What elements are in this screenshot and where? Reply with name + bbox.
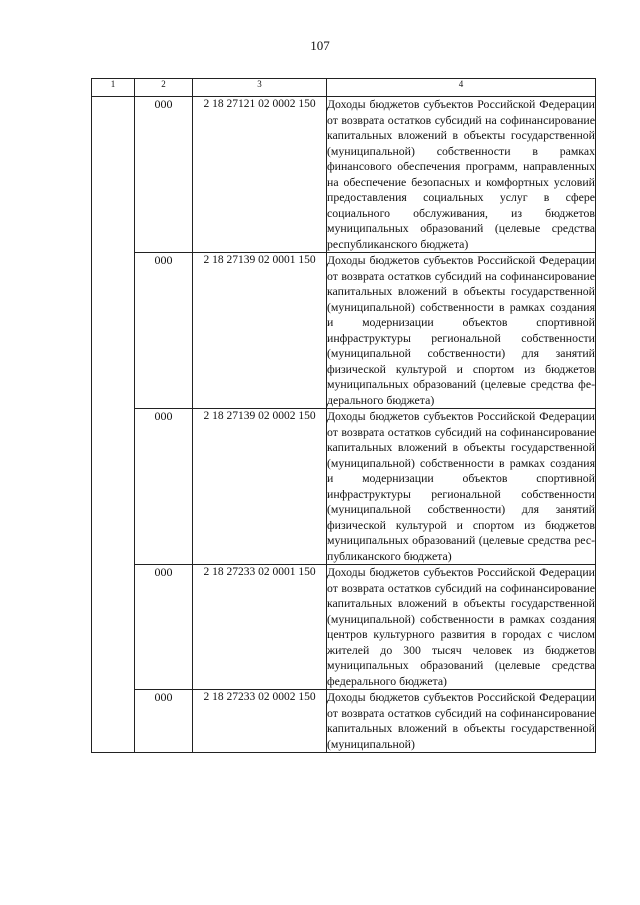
budget-code-cell: 2 18 27121 02 0002 150 <box>193 97 327 253</box>
table-row <box>92 253 596 409</box>
table-row <box>92 409 596 565</box>
header-col-2: 2 <box>135 79 193 97</box>
budget-code-cell: 2 18 27139 02 0002 150 <box>193 409 327 565</box>
admin-code-cell: 000 <box>135 565 193 690</box>
description-cell: Доходы бюджетов субъектов Российской Федерации от возврата остатков субсидий на софинансирование капитальных вложений в объекты государственной (муниципальной) собственности в рамках создания и модернизации объектов спортивной инфраструктуры региональной собственности (муниципальной собственности) для занятий физической культурой и спортом из бюджетов муниципальных образований (целевые средства федерального бюджета) <box>327 253 595 407</box>
header-col-3: 3 <box>193 79 327 97</box>
budget-code-cell: 2 18 27233 02 0001 150 <box>193 565 327 690</box>
col1-cell <box>92 97 135 753</box>
header-col-4: 4 <box>327 79 596 97</box>
budget-code-cell: 2 18 27233 02 0002 150 <box>193 690 327 753</box>
header-col-1: 1 <box>92 79 135 97</box>
admin-code-cell: 000 <box>135 690 193 753</box>
admin-code-cell: 000 <box>135 409 193 565</box>
description-cell: Доходы бюджетов субъектов Российской Федерации от возврата остатков субсидий на софинансирование капитальных вложений в объекты государственной (муниципальной) собственности в рамках создания и модернизации объектов спортивной инфраструктуры региональной собственности (муниципальной собственности) для занятий физической культурой и спортом из бюджетов муниципальных образований (целевые средства республиканского бюджета) <box>327 409 595 563</box>
table-row <box>92 97 596 253</box>
table-row <box>92 565 596 690</box>
page-number: 107 <box>310 38 330 53</box>
revenue-table <box>91 78 596 753</box>
table-header-row <box>92 79 596 97</box>
description-cell: Доходы бюджетов субъектов Российской Федерации от возврата остатков субсидий на софинансирование капитальных вложений в объекты государственной (муниципальной) собственности в рамках финансового обеспечения программ, направленных на обеспечение безопасных и комфортных условий предоставления социальных услуг в сфере социального обслуживания, из бюджетов муниципальных образований (целевые средства республиканского бюджета) <box>327 97 595 251</box>
admin-code-cell: 000 <box>135 97 193 253</box>
admin-code-cell: 000 <box>135 253 193 409</box>
description-cell: Доходы бюджетов субъектов Российской Федерации от возврата остатков субсидий на софинансирование капитальных вложений в объекты государственной (муниципальной) <box>327 690 595 751</box>
table-row <box>92 690 596 753</box>
description-cell: Доходы бюджетов субъектов Российской Федерации от возврата остатков субсидий на софинансирование капитальных вложений в объекты государственной (муниципальной) собственности в рамках создания центров культурного развития в городах с числом жителей до 300 тысяч человек из бюджетов муниципальных образований (целевые средства федерального бюджета) <box>327 565 595 688</box>
budget-code-cell: 2 18 27139 02 0001 150 <box>193 253 327 409</box>
